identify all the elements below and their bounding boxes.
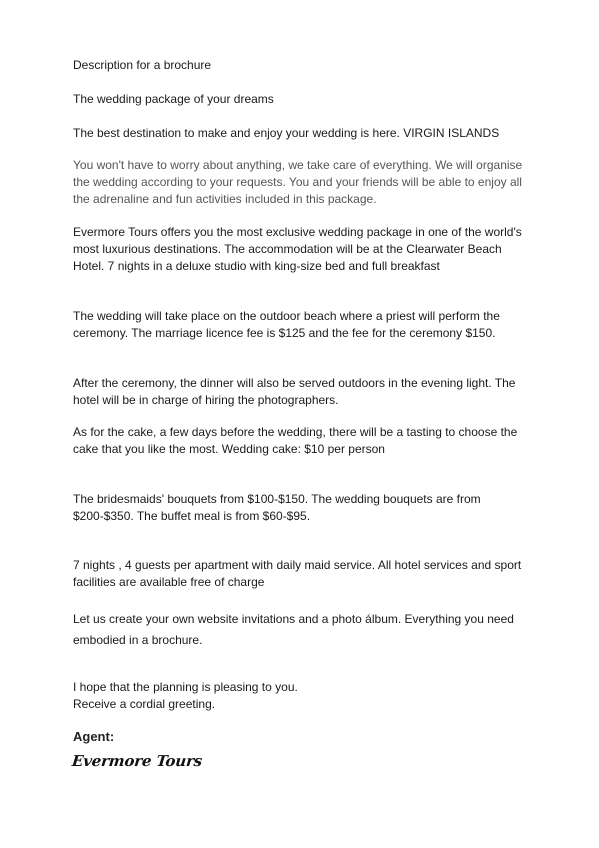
paragraph-invitations: Let us create your own website invitations and a photo álbum. Everything you need embodied in a brochure. xyxy=(73,612,514,647)
paragraph-ceremony: The wedding will take place on the outdoor beach where a priest will perform the ceremony. The marriage licence fee is $125 and the fee for the ceremony $150. xyxy=(73,309,500,340)
closing-line-2: Receive a cordial greeting. xyxy=(73,697,216,711)
paragraph-worry-free: You won't have to worry about anything, we take care of everything. We will organise the wedding according to your requests. You and your friends will be able to enjoy all the adrenaline and fun activities included in this package. xyxy=(73,158,523,206)
signature: Evermore Tours xyxy=(71,752,203,770)
agent-label: Agent: xyxy=(73,729,115,744)
closing-line-1: I hope that the planning is pleasing to you. xyxy=(73,680,298,694)
paragraph-accommodation: 7 nights , 4 guests per apartment with daily maid service. All hotel services and sport facilities are available free of charge xyxy=(73,558,522,589)
paragraph-exclusive-package: Evermore Tours offers you the most exclusive wedding package in one of the world's most luxurious destinations. The accommodation will be at the Clearwater Beach Hotel. 7 nights in a deluxe studio with king-size bed and full breakfast xyxy=(73,225,522,273)
paragraph-dinner: After the ceremony, the dinner will also be served outdoors in the evening light. The hotel will be in charge of hiring the photographers. xyxy=(73,376,516,407)
document-heading: Description for a brochure xyxy=(73,58,212,72)
paragraph-cake: As for the cake, a few days before the wedding, there will be a tasting to choose the cake that you like the most. Wedding cake: $10 per person xyxy=(73,425,518,456)
intro-paragraph: The best destination to make and enjoy your wedding is here. VIRGIN ISLANDS xyxy=(73,126,500,140)
paragraph-bouquets: The bridesmaids' bouquets from $100-$150. The wedding bouquets are from $200-$350. The buffet meal is from $60-$95. xyxy=(73,492,481,523)
document-title: The wedding package of your dreams xyxy=(73,92,274,106)
